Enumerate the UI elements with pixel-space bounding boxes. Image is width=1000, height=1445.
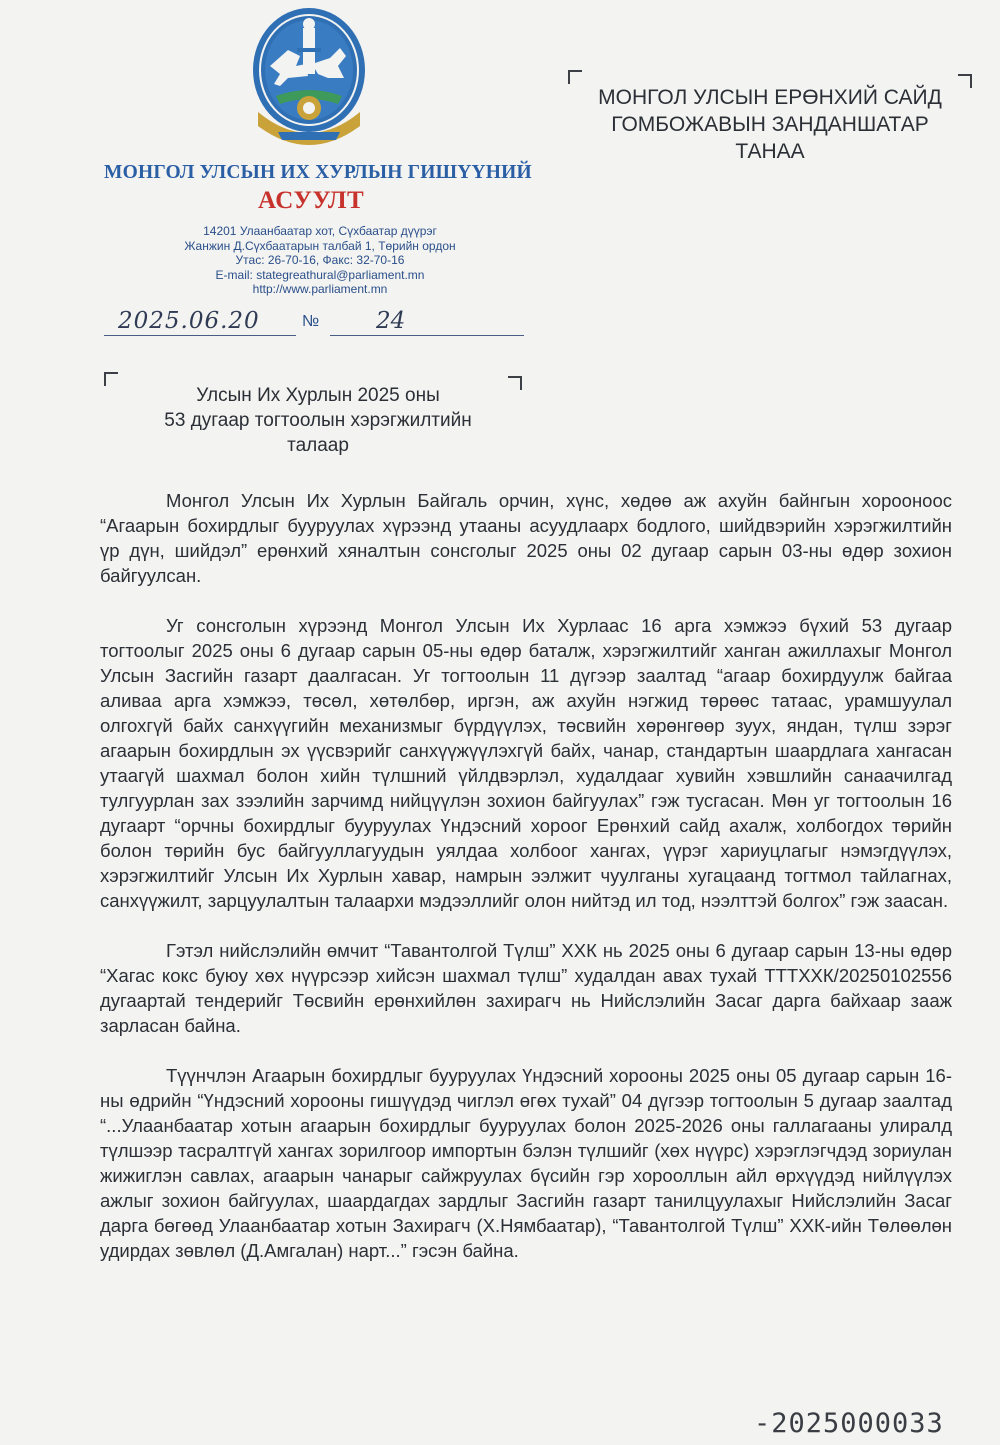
registration-number: -2025000033 (754, 1408, 944, 1439)
subject-line: Улсын Их Хурлын 2025 оны (196, 385, 440, 406)
document-type-title: АСУУЛТ (258, 187, 365, 214)
address-line: 14201 Улаанбаатар хот, Сүхбаатар дүүрэг (203, 224, 437, 238)
phone-line: Утас: 26-70-16, Факс: 32-70-16 (235, 253, 405, 268)
subject-line: 53 дугаар тогтоолын хэрэгжилтийн (164, 410, 472, 431)
body-paragraph: Түүнчлэн Агаарын бохирдлыг бууруулах Үндэсний хорооны 2025 оны 05 дугаар сарын 16-ны өдрийн “Үндэсний хорооны гишүүдэд чиглэл өгөх тухай” 04 дүгээр тогтоолын 5 дугаар заалтад “...Улаанбаатар хотын агаарын бохирдлыг бууруулах болон 2025-2026 оны галлагааны улиралд түлшээр тасралтгүй хангах зорилгоор импортын бэлэн түлшийг (хөх нүүрс) хэрэглэгчдэд зориулан жижиглэн савлах, агаарын чанарыг сайжруулах бүсийн гэр хорооллын айл өрхүүдэд нийлүүлэх ажлыг зохион байгуулах, шаардагдах зардлыг Засгийн газарт танилцуулахыг Нийслэлийн Засаг дарга бөгөөд Улаанбаатар хотын Захирагч (Х.Нямбаатар), “Тавантолгой Түлш” ХХК-ийн Төлөөлөн удирдах зөвлөл (Д.Амгалан) нарт...” гэсэн байна. (100, 1065, 952, 1261)
corner-bracket-icon (568, 70, 582, 84)
handwritten-number: 24 (376, 308, 406, 334)
addressee-line: МОНГОЛ УЛСЫН ЕРӨНХИЙ САЙД (598, 86, 942, 109)
handwritten-date: 2025.06.20 (118, 308, 260, 334)
number-label: № (302, 313, 320, 330)
body-paragraph: Монгол Улсын Их Хурлын Байгаль орчин, хүнс, хөдөө аж ахуйн байнгын хорооноос “Агаарын бохирдлыг бууруулах хүрээнд утааны асуудлаарх бодлого, шийдвэрийн хэрэгжилтийн үр дүн, шийдэл” ерөнхий хяналтын сонсголыг 2025 оны 02 дугаар сарын 03-ны өдөр зохион байгуулсан. (100, 490, 952, 586)
issuer-name: МОНГОЛ УЛСЫН ИХ ХУРЛЫН ГИШҮҮНИЙ (104, 162, 532, 183)
subject-line: талаар (287, 435, 349, 456)
number-underline (330, 335, 524, 336)
website-line: http://www.parliament.mn (252, 282, 388, 297)
addressee-line: ТАНАА (735, 140, 805, 163)
state-emblem-icon (248, 4, 370, 154)
reference-line (104, 304, 524, 338)
date-underline (104, 335, 296, 336)
body-paragraph: Гэтэл нийслэлийн өмчит “Тавантолгой Түлш” ХХК нь 2025 оны 6 дугаар сарын 13-ны өдөр “Хагас кокс буюу хөх нүүрсээр хийсэн шахмал түлш” худалдан авах тухай ТТТХХК/20250102556 дугаартай тендерийг Төсвийн ерөнхийлөн захирагч нь Нийслэлийн Засаг дарга байхаар зааж зарласан байна. (100, 940, 952, 1036)
letter-body (100, 488, 952, 1288)
addressee-line: ГОМБОЖАВЫН ЗАНДАНШАТАР (611, 113, 929, 136)
addressee-block (570, 84, 970, 165)
subject-block (108, 383, 528, 458)
issuer-address (140, 224, 500, 297)
address-line: Жанжин Д.Сүхбаатарын талбай 1, Төрийн ордон (184, 238, 456, 253)
email-line: E-mail: stategreathural@parliament.mn (215, 267, 425, 282)
body-paragraph: Уг сонсголын хүрээнд Монгол Улсын Их Хурлаас 16 арга хэмжээ бүхий 53 дугаар тогтоолыг 2025 оны 6 дугаар сарын 05-ны өдөр баталж, хэрэгжилтийг ханган ажиллахыг Монгол Улсын Засгийн газарт даалгасан. Уг тогтоолын 11 дүгээр заалтад “агаар бохирдуулж байгаа аливаа арга хэмжээ, төсөл, хөтөлбөр, иргэн, аж ахуйн нэгжид төрөөс татаас, урамшуулал олгохгүй байх санхүүгийн механизмыг бүрдүүлэх, төсвийн хөрөнгөөр зуух, яндан, түлш зэрэг агаарын бохирдлын эх үүсвэрийг санхүүжүүлэхгүй байх, чанар, стандартын шаардлага хангасан утаагүй шахмал болон хийн түлшний үйлдвэрлэл, худалдааг хувийн хэвшлийн санаачилгад тулгуурлан зах зээлийн зарчимд нийцүүлэн зохион байгуулах” гэж тусгасан. Мөн уг тогтоолын 16 дугаарт “орчны бохирдлыг бууруулах Үндэсний хороог Ерөнхий сайд ахалж, холбогдох төрийн болон төрийн бус байгууллагуудын уялдаа холбоог хангах, үүрэг хариуцлагыг нэмэгдүүлэх, хэрэгжилтийг Улсын Их Хурлын хавар, намрын ээлжит чуулганы хугацаанд тогтмол тайлагнах, санхүүжилт, зарцуулалтын талаархи мэдээллийг олон нийтэд ил тод, нээлттэй болгох” гэж заасан. (100, 615, 952, 911)
